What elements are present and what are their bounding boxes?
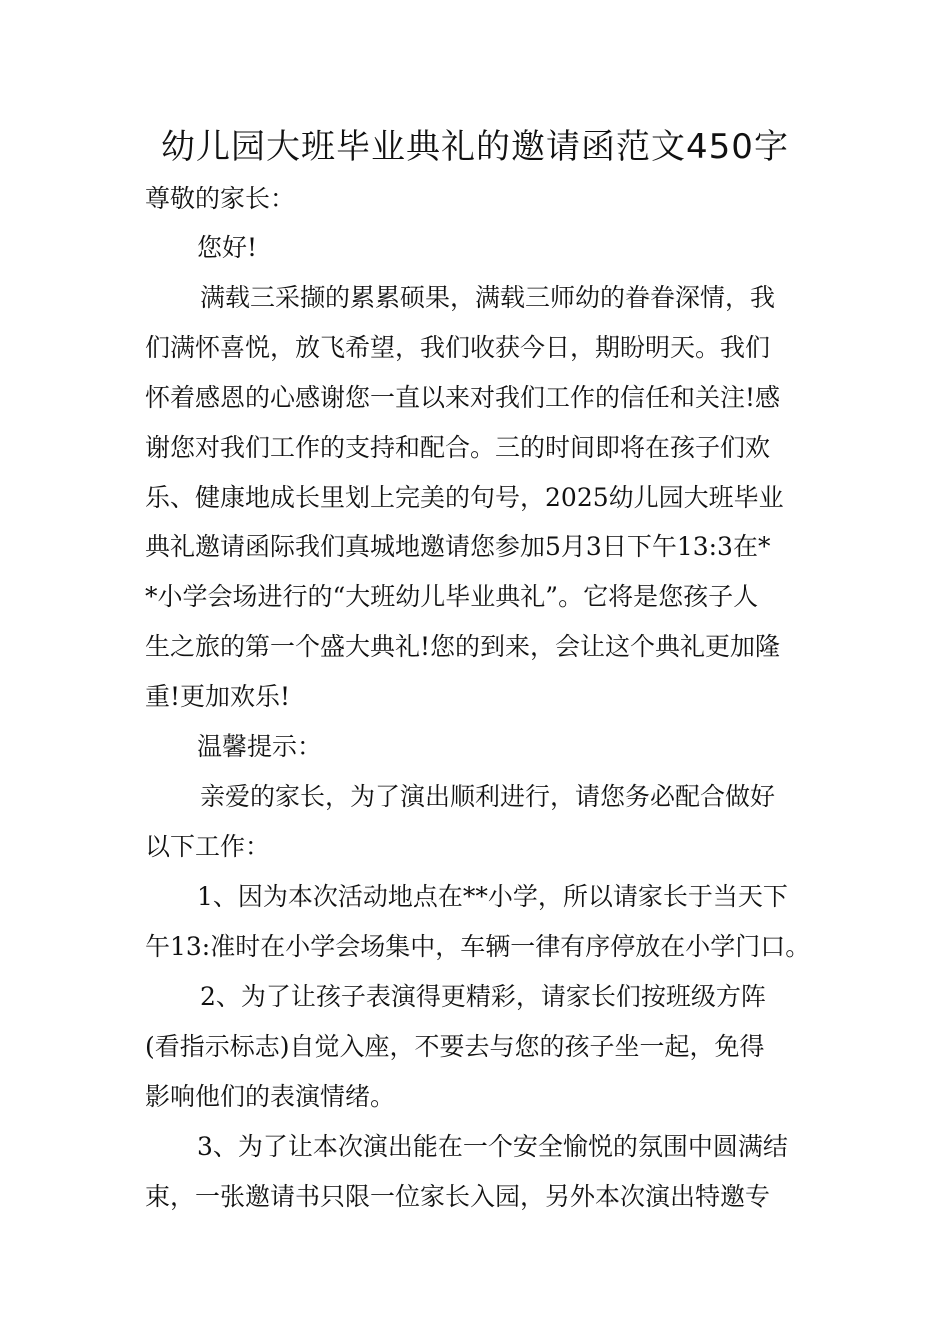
paragraph-line: 典礼邀请函际我们真城地邀请您参加5月3日下午13:3在* [145,532,771,561]
list-item-2-cont: 影响他们的表演情绪。 [145,1082,396,1111]
list-item-3-cont: 束，一张邀请书只限一位家长入园，另外本次演出特邀专 [145,1182,771,1211]
list-item-1-cont: 午13:准时在小学会场集中，车辆一律有序停放在小学门口。 [145,932,811,961]
paragraph-line: 满载三采撷的累累硕果，满载三师幼的眷眷深情，我 [200,283,776,312]
paragraph-line: 们满怀喜悦，放飞希望，我们收获今日，期盼明天。我们 [145,333,771,362]
greeting: 您好! [197,233,258,262]
paragraph-line: 重!更加欢乐! [145,682,291,711]
paragraph-line: *小学会场进行的“大班幼儿毕业典礼”。它将是您孩子人 [145,582,759,611]
tips-heading: 温馨提示： [197,732,323,761]
salutation: 尊敬的家长： [145,184,296,213]
list-item-1: 1、因为本次活动地点在**小学，所以请家长于当天下 [197,882,788,911]
paragraph-line: 亲爱的家长，为了演出顺利进行，请您务必配合做好 [200,782,776,811]
paragraph-line: 以下工作： [145,832,271,861]
paragraph-line: 乐、健康地成长里划上完美的句号，2025幼儿园大班毕业 [145,483,784,512]
paragraph-line: 谢您对我们工作的支持和配合。三的时间即将在孩子们欢 [145,433,771,462]
paragraph-line: 怀着感恩的心感谢您一直以来对我们工作的信任和关注!感 [145,383,781,412]
list-item-2: 2、为了让孩子表演得更精彩，请家长们按班级方阵 [200,982,766,1011]
paragraph-line: 生之旅的第一个盛大典礼!您的到来，会让这个典礼更加隆 [145,632,781,661]
list-item-2-cont: (看指示标志)自觉入座，不要去与您的孩子坐一起，免得 [145,1032,765,1061]
document-title: 幼儿园大班毕业典礼的邀请函范文450字 [161,127,789,167]
list-item-3: 3、为了让本次演出能在一个安全愉悦的氛围中圆满结 [197,1132,788,1161]
